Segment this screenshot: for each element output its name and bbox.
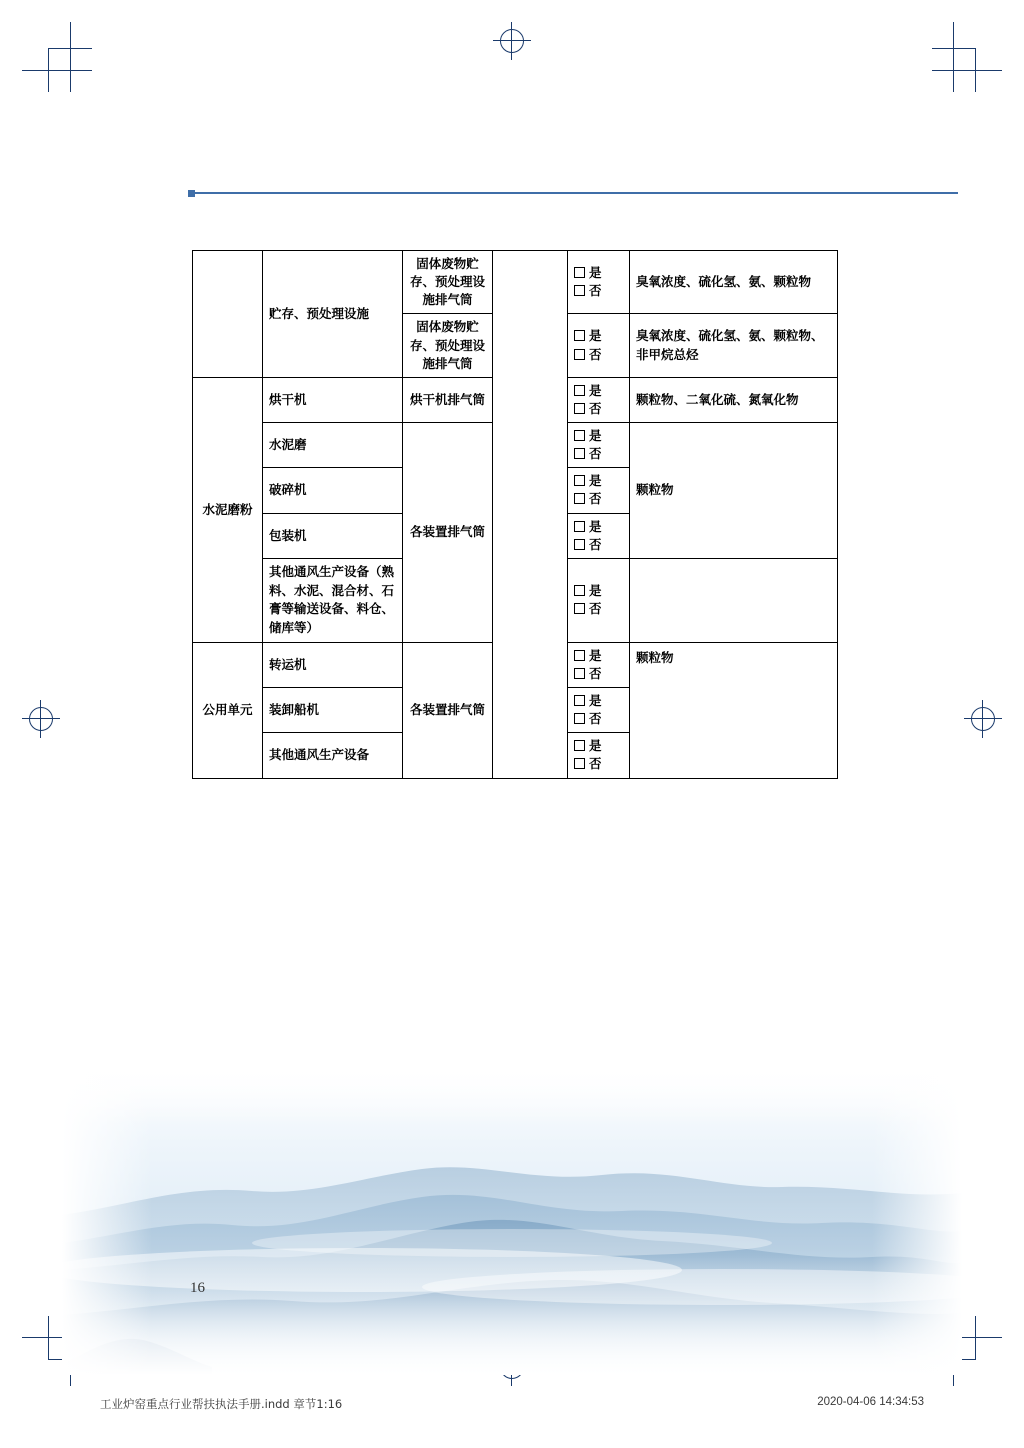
checkbox-yes-label: 是 xyxy=(589,693,602,708)
cell-checkbox-group[interactable] xyxy=(568,314,630,377)
cell-checkbox-group[interactable] xyxy=(568,733,630,778)
checkbox-box-icon[interactable] xyxy=(574,539,585,550)
cell-device: 装卸船机 xyxy=(263,688,403,733)
checkbox-no[interactable] xyxy=(574,400,623,418)
checkbox-yes[interactable] xyxy=(574,264,623,282)
cell-stack: 固体废物贮存、预处理设施排气筒 xyxy=(403,251,493,314)
registration-mark-right xyxy=(964,700,1002,738)
checkbox-no[interactable] xyxy=(574,346,623,364)
cell-factors: 颗粒物 xyxy=(630,642,838,778)
checkbox-yes[interactable] xyxy=(574,382,623,400)
mountain-mist-illustration xyxy=(62,1065,962,1375)
checkbox-box-icon[interactable] xyxy=(574,403,585,414)
cell-device: 贮存、预处理设施 xyxy=(263,251,403,378)
checkbox-yes-label: 是 xyxy=(589,473,602,489)
cell-stack: 烘干机排气筒 xyxy=(403,377,493,422)
checkbox-box-icon[interactable] xyxy=(574,385,585,396)
checkbox-box-icon[interactable] xyxy=(574,695,585,706)
checkbox-no[interactable] xyxy=(574,710,623,728)
cell-checkbox-group[interactable] xyxy=(568,468,630,513)
checkbox-no-label: 否 xyxy=(589,536,602,552)
checkbox-no[interactable] xyxy=(574,755,623,773)
cell-checkbox-group[interactable] xyxy=(568,688,630,733)
cell-factors: 臭氧浓度、硫化氢、氨、颗粒物、非甲烷总烃 xyxy=(630,314,838,377)
checkbox-yes[interactable] xyxy=(574,737,623,755)
checkbox-no-label: 否 xyxy=(589,446,602,462)
cell-factors: 颗粒物、二氧化硫、氮氧化物 xyxy=(630,377,838,422)
checkbox-yes-label: 是 xyxy=(589,583,602,599)
registration-mark-left xyxy=(22,700,60,738)
checkbox-yes[interactable] xyxy=(574,327,623,345)
checkbox-yes-label: 是 xyxy=(589,518,602,534)
checkbox-yes[interactable] xyxy=(574,692,623,710)
cell-unit: 公用单元 xyxy=(193,642,263,778)
checkbox-yes-label: 是 xyxy=(589,382,602,398)
footer-filename: 工业炉窑重点行业帮扶执法手册.indd 章节1:16 xyxy=(100,1397,343,1411)
checkbox-yes[interactable] xyxy=(574,518,623,536)
header-rule xyxy=(188,192,958,194)
cell-checkbox-group[interactable] xyxy=(568,423,630,468)
cell-device: 包装机 xyxy=(263,513,403,558)
registration-mark-top xyxy=(493,22,531,60)
checkbox-box-icon[interactable] xyxy=(574,285,585,296)
cell-device: 破碎机 xyxy=(263,468,403,513)
checkbox-box-icon[interactable] xyxy=(574,521,585,532)
page-number: 16 xyxy=(190,1280,205,1296)
footer-timestamp: 2020-04-06 14:34:53 xyxy=(817,1396,924,1408)
cell-checkbox-group[interactable] xyxy=(568,642,630,687)
checkbox-no-label: 否 xyxy=(589,346,602,362)
cell-stack: 各装置排气筒 xyxy=(403,423,493,643)
table-row xyxy=(193,251,838,314)
checkbox-box-icon[interactable] xyxy=(574,603,585,614)
cell-factors: 颗粒物 xyxy=(630,423,838,559)
cell-blank xyxy=(493,251,568,779)
cell-stack: 各装置排气筒 xyxy=(403,642,493,778)
checkbox-box-icon[interactable] xyxy=(574,430,585,441)
checkbox-yes[interactable] xyxy=(574,472,623,490)
checkbox-no-label: 否 xyxy=(589,283,602,299)
checkbox-no[interactable] xyxy=(574,665,623,683)
cell-checkbox-group[interactable] xyxy=(568,377,630,422)
checkbox-box-icon[interactable] xyxy=(574,740,585,751)
cell-device: 水泥磨 xyxy=(263,423,403,468)
checkbox-yes-label: 是 xyxy=(589,328,602,344)
cell-unit xyxy=(193,251,263,378)
cell-checkbox-group[interactable] xyxy=(568,251,630,314)
checkbox-box-icon[interactable] xyxy=(574,668,585,679)
checkbox-box-icon[interactable] xyxy=(574,475,585,486)
checkbox-no[interactable] xyxy=(574,600,623,618)
checkbox-box-icon[interactable] xyxy=(574,585,585,596)
checkbox-no-label: 否 xyxy=(589,491,602,507)
cell-factors xyxy=(630,558,838,642)
checkbox-no-label: 否 xyxy=(589,756,602,772)
checkbox-yes-label: 是 xyxy=(589,265,602,281)
checkbox-box-icon[interactable] xyxy=(574,330,585,341)
crop-mark-top-left xyxy=(22,22,92,92)
checkbox-box-icon[interactable] xyxy=(574,650,585,661)
cell-checkbox-group[interactable] xyxy=(568,558,630,642)
checkbox-box-icon[interactable] xyxy=(574,448,585,459)
cell-device: 其他通风生产设备 xyxy=(263,733,403,778)
cell-device: 转运机 xyxy=(263,642,403,687)
checkbox-yes-label: 是 xyxy=(589,738,602,754)
checkbox-box-icon[interactable] xyxy=(574,493,585,504)
cell-device: 其他通风生产设备（熟料、水泥、混合材、石膏等输送设备、料仓、储库等） xyxy=(263,558,403,642)
cell-device: 烘干机 xyxy=(263,377,403,422)
checkbox-yes[interactable] xyxy=(574,427,623,445)
emission-checklist-table xyxy=(192,250,837,779)
checkbox-no[interactable] xyxy=(574,282,623,300)
cell-stack: 固体废物贮存、预处理设施排气筒 xyxy=(403,314,493,377)
cell-unit: 水泥磨粉 xyxy=(193,377,263,642)
cell-checkbox-group[interactable] xyxy=(568,513,630,558)
checkbox-box-icon[interactable] xyxy=(574,349,585,360)
checkbox-no-label: 否 xyxy=(589,711,602,727)
checkbox-yes[interactable] xyxy=(574,582,623,600)
checkbox-no[interactable] xyxy=(574,445,623,463)
checkbox-yes-label: 是 xyxy=(589,647,602,663)
checkbox-box-icon[interactable] xyxy=(574,267,585,278)
checkbox-no-label: 否 xyxy=(589,665,602,681)
checkbox-box-icon[interactable] xyxy=(574,758,585,769)
checkbox-box-icon[interactable] xyxy=(574,713,585,724)
checkbox-yes-label: 是 xyxy=(589,428,602,443)
crop-mark-top-right xyxy=(932,22,1002,92)
checkbox-no-label: 否 xyxy=(589,601,602,617)
checkbox-no[interactable] xyxy=(574,490,623,508)
checkbox-no-label: 否 xyxy=(589,400,602,416)
checkbox-yes[interactable] xyxy=(574,647,623,665)
checkbox-no[interactable] xyxy=(574,536,623,554)
cell-factors: 臭氧浓度、硫化氢、氨、颗粒物 xyxy=(630,251,838,314)
